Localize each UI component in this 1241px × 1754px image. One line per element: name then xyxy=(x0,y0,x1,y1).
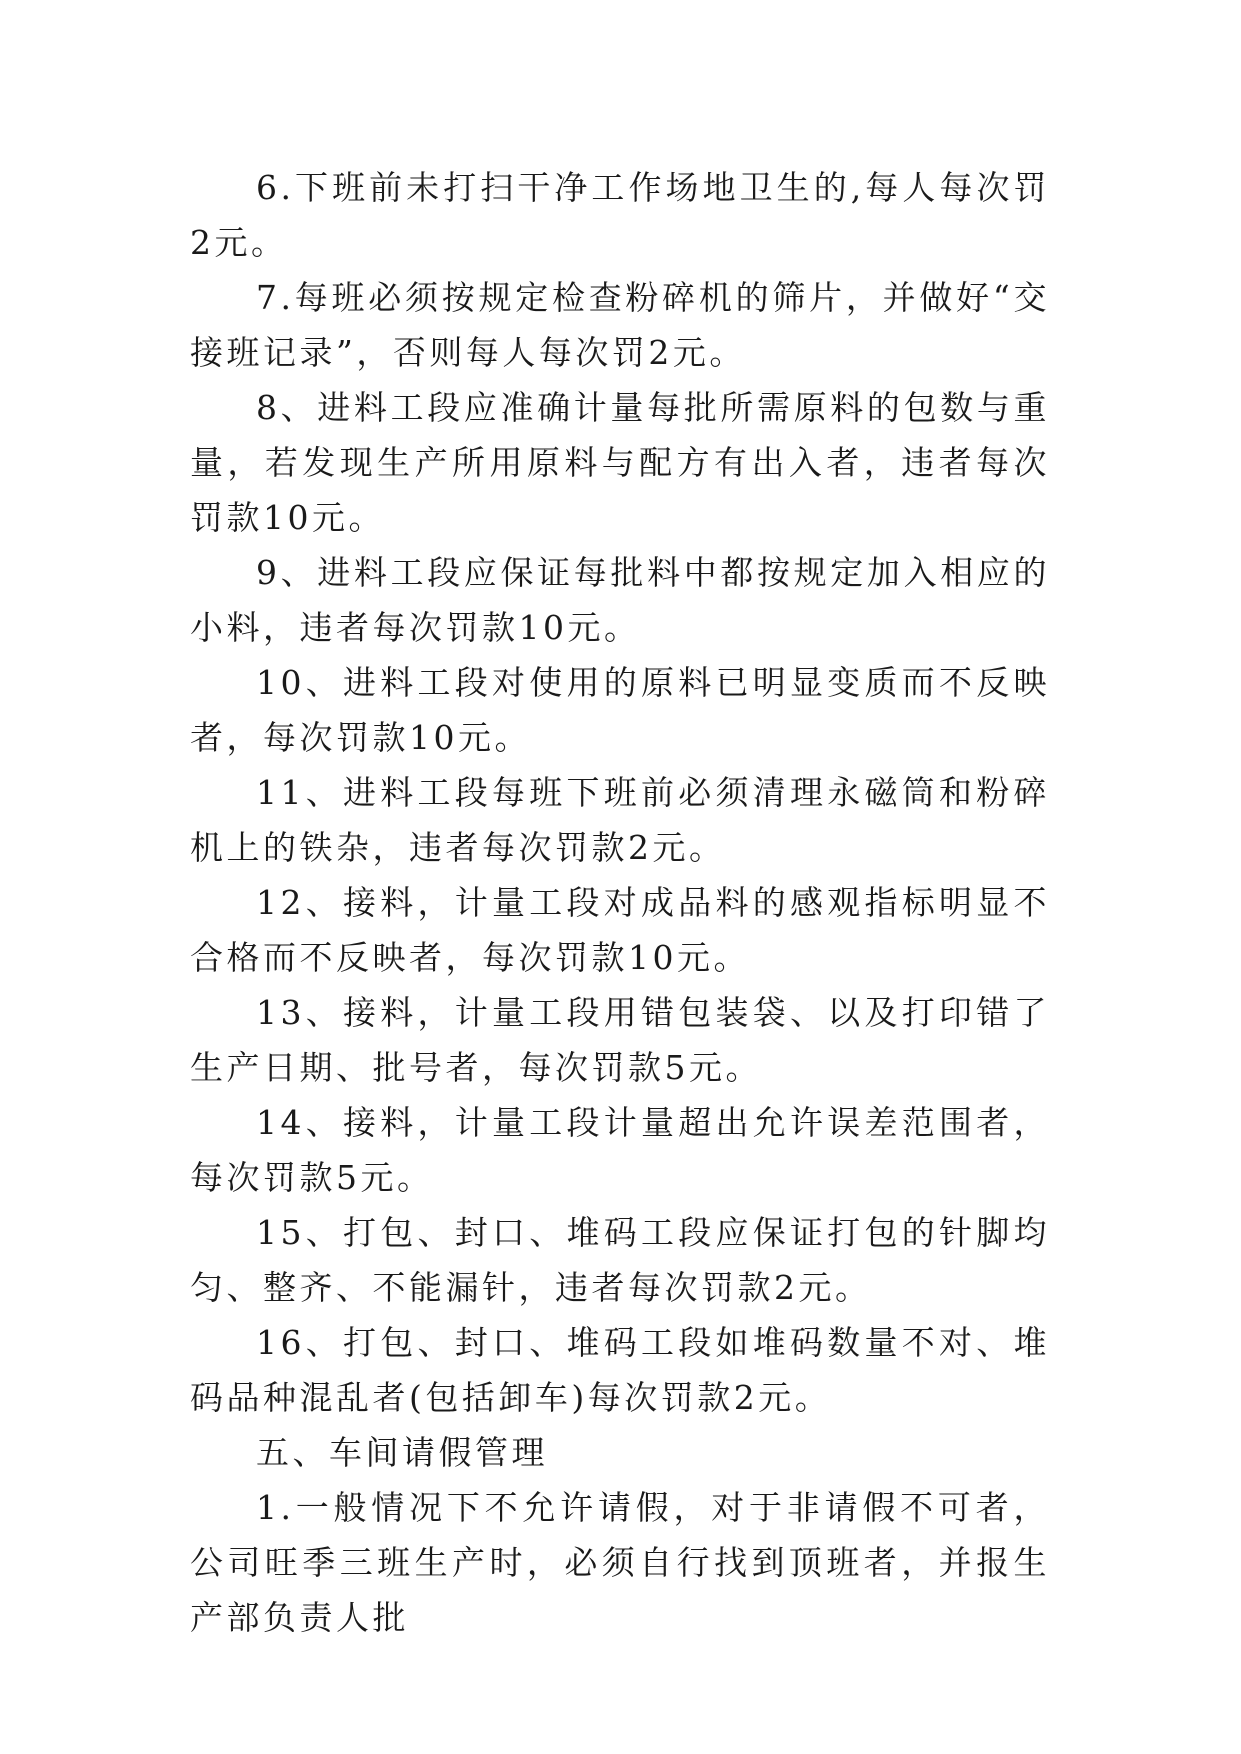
rule-8-paragraph: 8、进料工段应准确计量每批所需原料的包数与重量，若发现生产所用原料与配方有出入者，违者每次罚款10元。 xyxy=(190,388,1050,537)
rule-14-paragraph: 14、接料，计量工段计量超出允许误差范围者，每次罚款5元。 xyxy=(190,1103,1050,1197)
rule-16-paragraph: 16、打包、封口、堆码工段如堆码数量不对、堆码品种混乱者(包括卸车)每次罚款2元。 xyxy=(190,1323,1050,1417)
rule-12-paragraph: 12、接料，计量工段对成品料的感观指标明显不合格而不反映者，每次罚款10元。 xyxy=(190,883,1050,977)
rule-13-paragraph: 13、接料，计量工段用错包装袋、以及打印错了生产日期、批号者，每次罚款5元。 xyxy=(190,993,1050,1087)
rule-7-paragraph: 7.每班必须按规定检查粉碎机的筛片，并做好“交接班记录”，否则每人每次罚2元。 xyxy=(190,278,1050,372)
rule-11-paragraph: 11、进料工段每班下班前必须清理永磁筒和粉碎机上的铁杂，违者每次罚款2元。 xyxy=(190,773,1050,867)
rule-15-paragraph: 15、打包、封口、堆码工段应保证打包的针脚均匀、整齐、不能漏针，违者每次罚款2元。 xyxy=(190,1213,1050,1307)
section-heading: 五、车间请假管理 xyxy=(256,1433,548,1472)
leave-rule-1-paragraph: 1.一般情况下不允许请假，对于非请假不可者，公司旺季三班生产时，必须自行找到顶班者，并报生产部负责人批 xyxy=(190,1488,1050,1637)
rule-6-paragraph: 6.下班前未打扫干净工作场地卫生的,每人每次罚2元。 xyxy=(190,168,1050,262)
document-page xyxy=(190,160,1050,1645)
rule-10-paragraph: 10、进料工段对使用的原料已明显变质而不反映者，每次罚款10元。 xyxy=(190,663,1050,757)
rule-9-paragraph: 9、进料工段应保证每批料中都按规定加入相应的小料，违者每次罚款10元。 xyxy=(190,553,1050,647)
